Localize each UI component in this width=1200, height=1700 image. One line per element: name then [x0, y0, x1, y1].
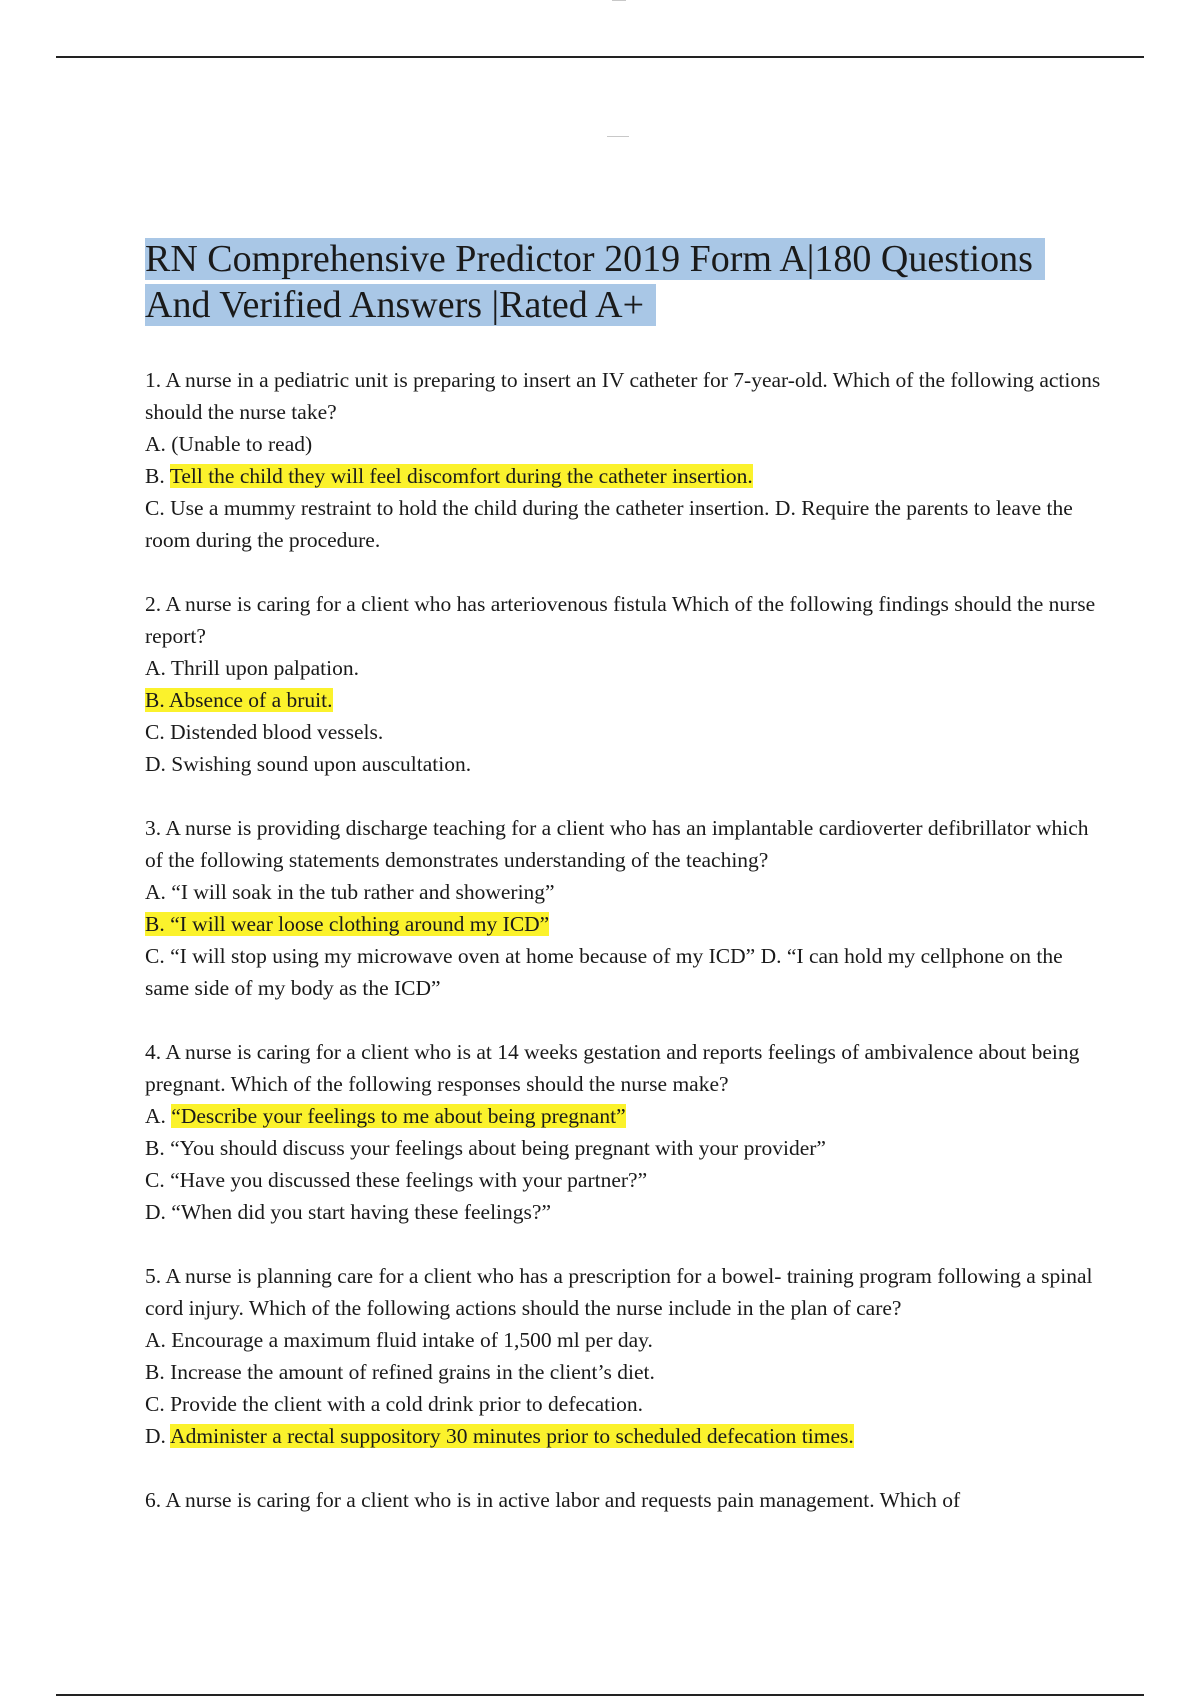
question-3-option-a: A. “I will soak in the tub rather and showering” — [145, 880, 555, 904]
question-2-option-c: C. Distended blood vessels. — [145, 720, 384, 744]
question-2-option-d: D. Swishing sound upon auscultation. — [145, 752, 472, 776]
document-body — [145, 236, 1105, 1548]
question-4-option-c: C. “Have you discussed these feelings with your partner?” — [145, 1168, 648, 1192]
question-2 — [145, 588, 1105, 780]
title-line-2: And Verified Answers |Rated A+ — [145, 284, 656, 326]
question-1-option-b — [145, 460, 1105, 492]
question-4-option-b: B. “You should discuss your feelings about being pregnant with your provider” — [145, 1136, 826, 1160]
question-6-stem: 6. A nurse is caring for a client who is in active labor and requests pain management. Which of — [145, 1488, 961, 1512]
question-5-option-c: C. Provide the client with a cold drink prior to defecation. — [145, 1392, 643, 1416]
question-2-option-b — [145, 684, 1105, 716]
correct-answer-highlight: Administer a rectal suppository 30 minutes prior to scheduled defecation times. — [170, 1424, 854, 1448]
option-prefix: A. — [145, 1104, 172, 1128]
document-title — [145, 236, 1105, 328]
option-prefix: D. — [145, 1424, 171, 1448]
question-5 — [145, 1260, 1105, 1452]
question-1 — [145, 364, 1105, 556]
question-3-option-b — [145, 908, 1105, 940]
correct-answer-highlight: B. Absence of a bruit. — [145, 688, 333, 712]
question-4-option-a — [145, 1100, 1105, 1132]
question-5-option-a: A. Encourage a maximum fluid intake of 1,500 ml per day. — [145, 1328, 653, 1352]
header-mark — [607, 136, 629, 137]
title-line-1: RN Comprehensive Predictor 2019 Form A|180 Questions — [145, 238, 1045, 280]
correct-answer-highlight: B. “I will wear loose clothing around my ICD” — [145, 912, 550, 936]
question-1-option-a: A. (Unable to read) — [145, 432, 313, 456]
question-5-stem: 5. A nurse is planning care for a client who has a prescription for a bowel- training program following a spinal cord injury. Which of the following actions should the nurse include in the plan of care? — [145, 1264, 1093, 1320]
question-6 — [145, 1484, 1105, 1516]
bottom-rule — [56, 1694, 1144, 1696]
top-rule — [56, 56, 1144, 58]
question-5-option-d — [145, 1420, 1105, 1452]
question-1-stem: 1. A nurse in a pediatric unit is preparing to insert an IV catheter for 7-year-old. Which of the following actions should the nurse take? — [145, 368, 1101, 424]
question-3-stem: 3. A nurse is providing discharge teaching for a client who has an implantable cardioverter defibrillator which of the following statements demonstrates understanding of the teaching? — [145, 816, 1089, 872]
question-3-options-c-d: C. “I will stop using my microwave oven at home because of my ICD” D. “I can hold my cellphone on the same side of my body as the ICD” — [145, 944, 1063, 1000]
question-4-option-d: D. “When did you start having these feelings?” — [145, 1200, 551, 1224]
option-prefix: B. — [145, 464, 170, 488]
question-1-options-c-d: C. Use a mummy restraint to hold the child during the catheter insertion. D. Require the parents to leave the room during the procedure. — [145, 496, 1073, 552]
correct-answer-highlight: Tell the child they will feel discomfort during the catheter insertion. — [169, 464, 753, 488]
question-5-option-b: B. Increase the amount of refined grains in the client’s diet. — [145, 1360, 655, 1384]
question-2-option-a: A. Thrill upon palpation. — [145, 656, 359, 680]
question-4-stem: 4. A nurse is caring for a client who is at 14 weeks gestation and reports feelings of ambivalence about being pregnant. Which of the following responses should the nurse make? — [145, 1040, 1080, 1096]
page-top-mark — [612, 0, 626, 1]
question-3 — [145, 812, 1105, 1004]
question-4 — [145, 1036, 1105, 1228]
question-2-stem: 2. A nurse is caring for a client who has arteriovenous fistula Which of the following findings should the nurse report? — [145, 592, 1096, 648]
correct-answer-highlight: “Describe your feelings to me about being pregnant” — [171, 1104, 626, 1128]
